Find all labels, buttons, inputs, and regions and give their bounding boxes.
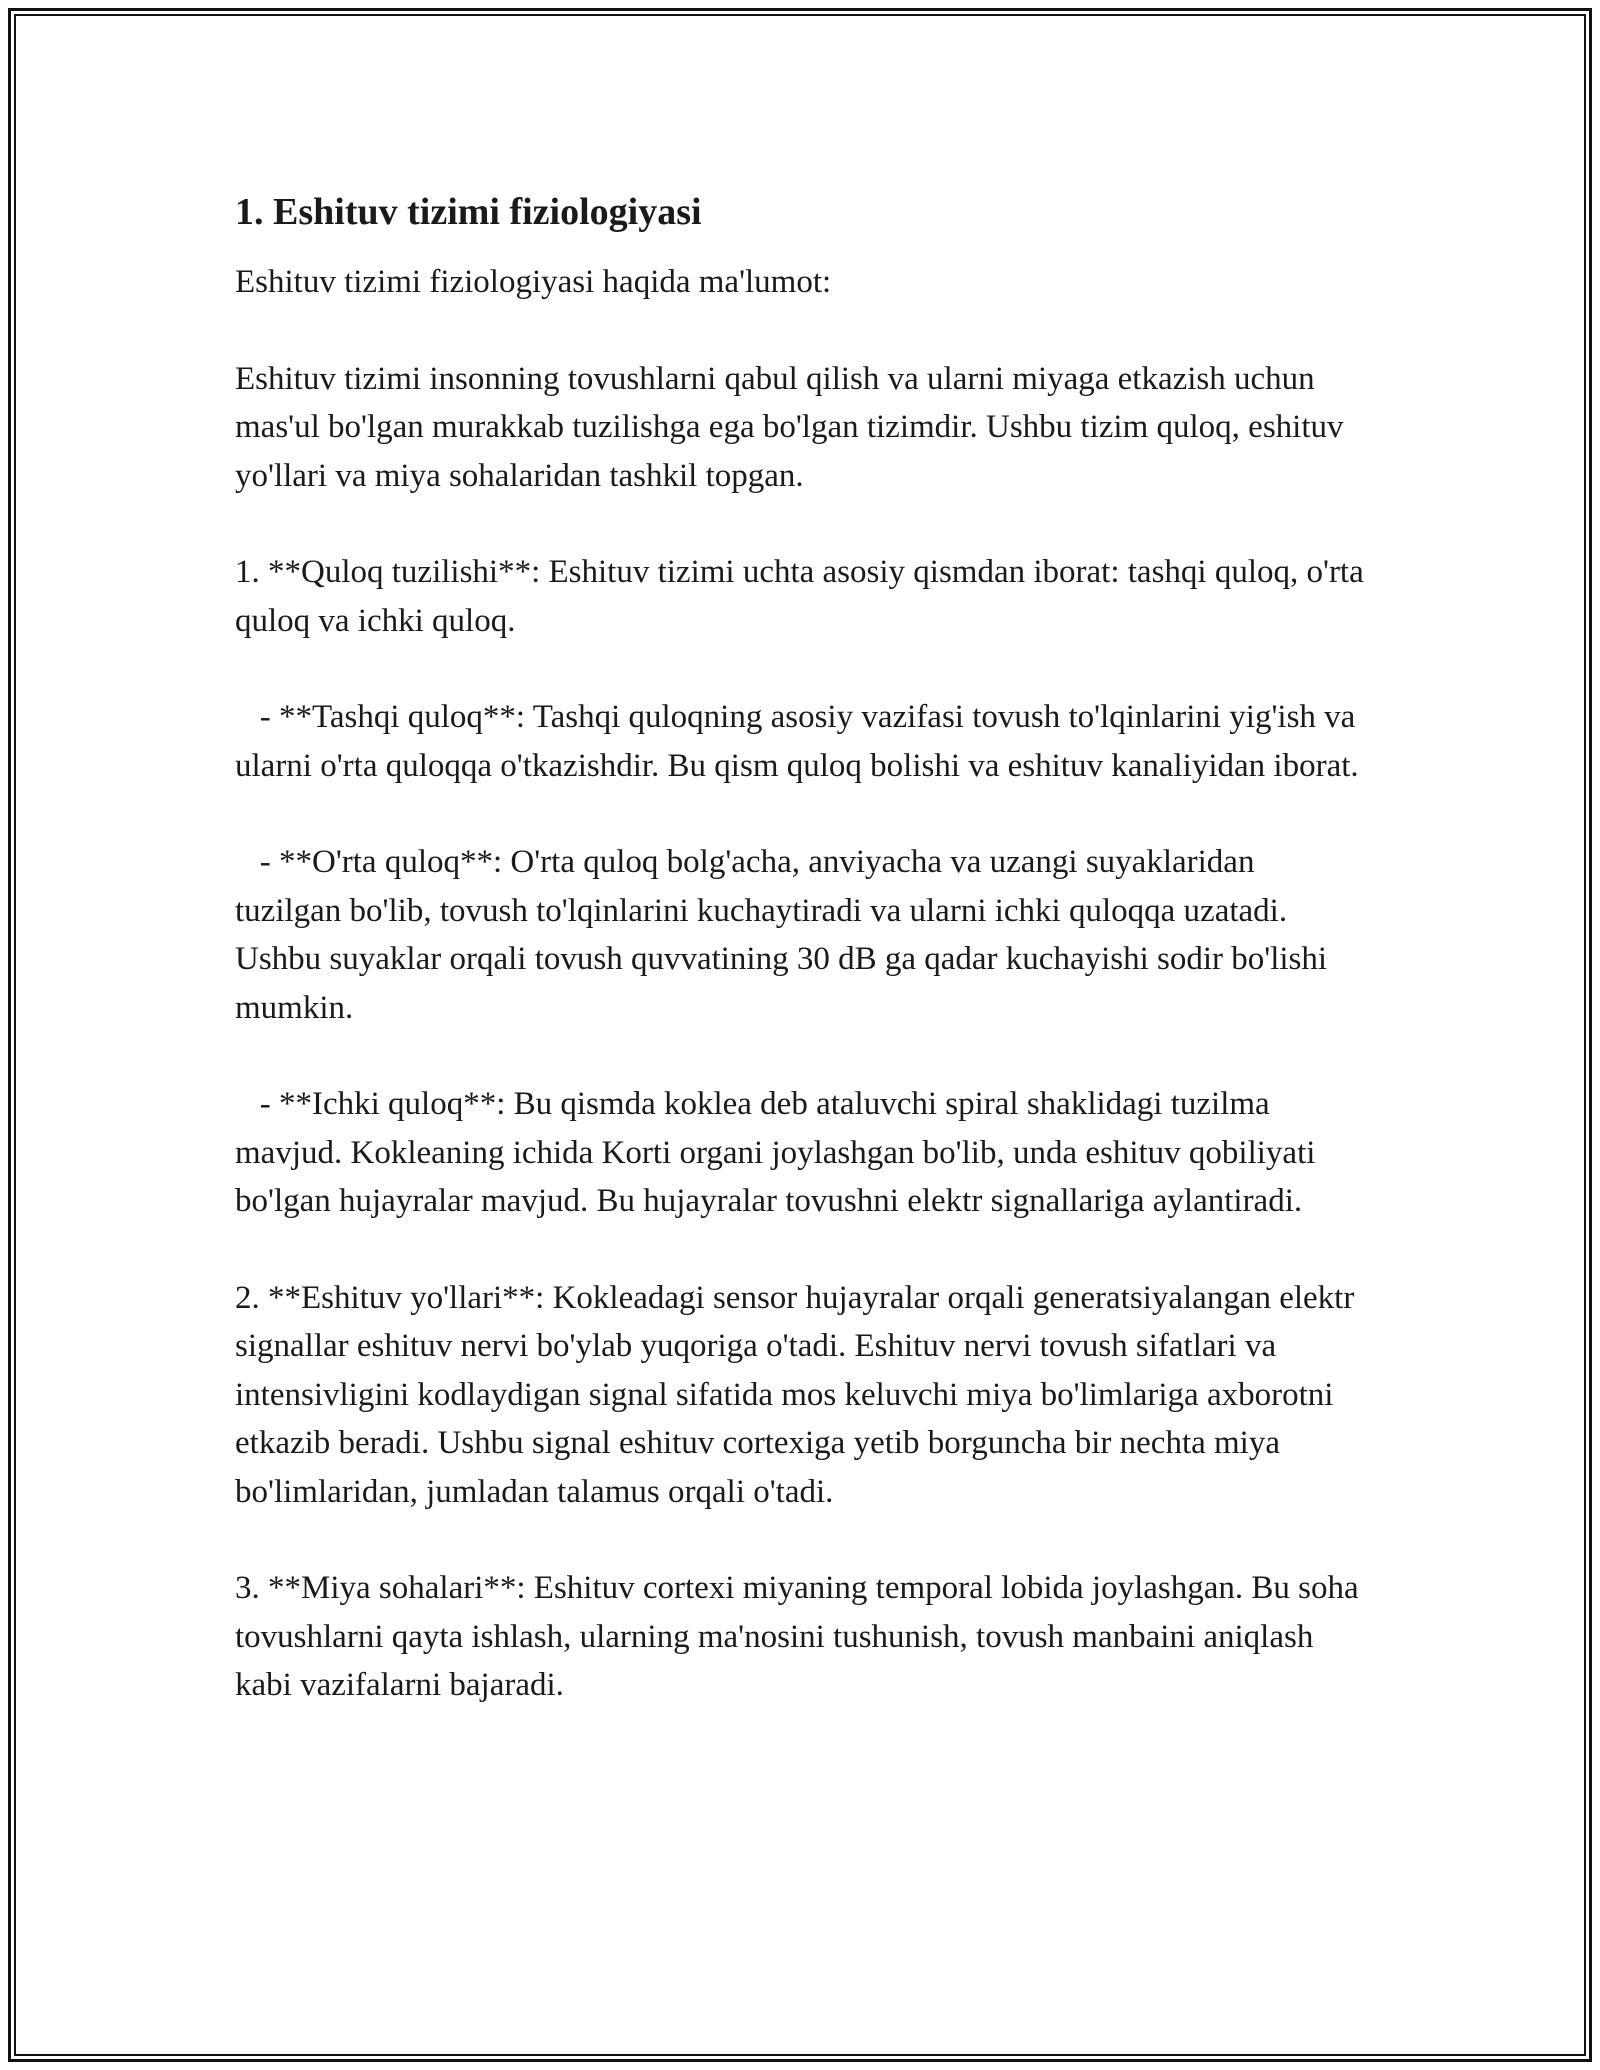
overview-paragraph: Eshituv tizimi insonning tovushlarni qabul qilish va ularni miyaga etkazish uchun mas'ul bo'lgan murakkab tuzilishga ega bo'lgan tizimdir. Ushbu tizim quloq, eshituv yo'llari va miya sohalaridan tashkil topgan. [235, 360, 1352, 494]
list-item-outer-ear: - **Tashqi quloq**: Tashqi quloqning asosiy vazifasi tovush to'lqinlarini yig'ish va ularni o'rta quloqqa o'tkazishdir. Bu qism quloq bolishi va eshituv kanaliyidan iborat. [235, 699, 1364, 784]
document-body [235, 186, 1373, 1758]
intro-paragraph: Eshituv tizimi fiziologiyasi haqida ma'lumot: [235, 264, 832, 300]
list-item-auditory-pathways: 2. **Eshituv yo'llari**: Kokleadagi sensor hujayralar orqali generatsiyalangan elektr signallar eshituv nervi bo'ylab yuqoriga o'tadi. Eshituv nervi tovush sifatlari va intensivligini kodlaydigan signal sifatida mos keluvchi miya bo'limlariga axborotni etkazib beradi. Ushbu signal eshituv cortexiga yetib borguncha bir nechta miya bo'limlaridan, jumladan talamus orqali o'tadi. [235, 1279, 1363, 1510]
page-title: 1. Eshituv tizimi fiziologiyasi [235, 191, 702, 233]
list-item-brain-areas: 3. **Miya sohalari**: Eshituv cortexi miyaning temporal lobida joylashgan. Bu soha tovushlarni qayta ishlash, ularning ma'nosini tushunish, tovush manbaini aniqlash kabi vazifalarni bajaradi. [235, 1570, 1367, 1703]
list-item-ear-structure: 1. **Quloq tuzilishi**: Eshituv tizimi uchta asosiy qismdan iborat: tashqi quloq, o'rta quloq va ichki quloq. [235, 554, 1373, 639]
list-item-inner-ear: - **Ichki quloq**: Bu qismda koklea deb ataluvchi spiral shaklidagi tuzilma mavjud. Kokleaning ichida Korti organi joylashgan bo'lib, unda eshituv qobiliyati bo'lgan hujayralar mavjud. Bu hujayralar tovushni elektr signallariga aylantiradi. [235, 1086, 1324, 1219]
list-item-middle-ear: - **O'rta quloq**: O'rta quloq bolg'acha, anviyacha va uzangi suyaklaridan tuzilgan bo'lib, tovush to'lqinlarini kuchaytiradi va ularni ichki quloqqa uzatadi. Ushbu suyaklar orqali tovush quvvatining 30 dB ga qadar kuchayishi sodir bo'lishi mumkin. [235, 844, 1336, 1026]
